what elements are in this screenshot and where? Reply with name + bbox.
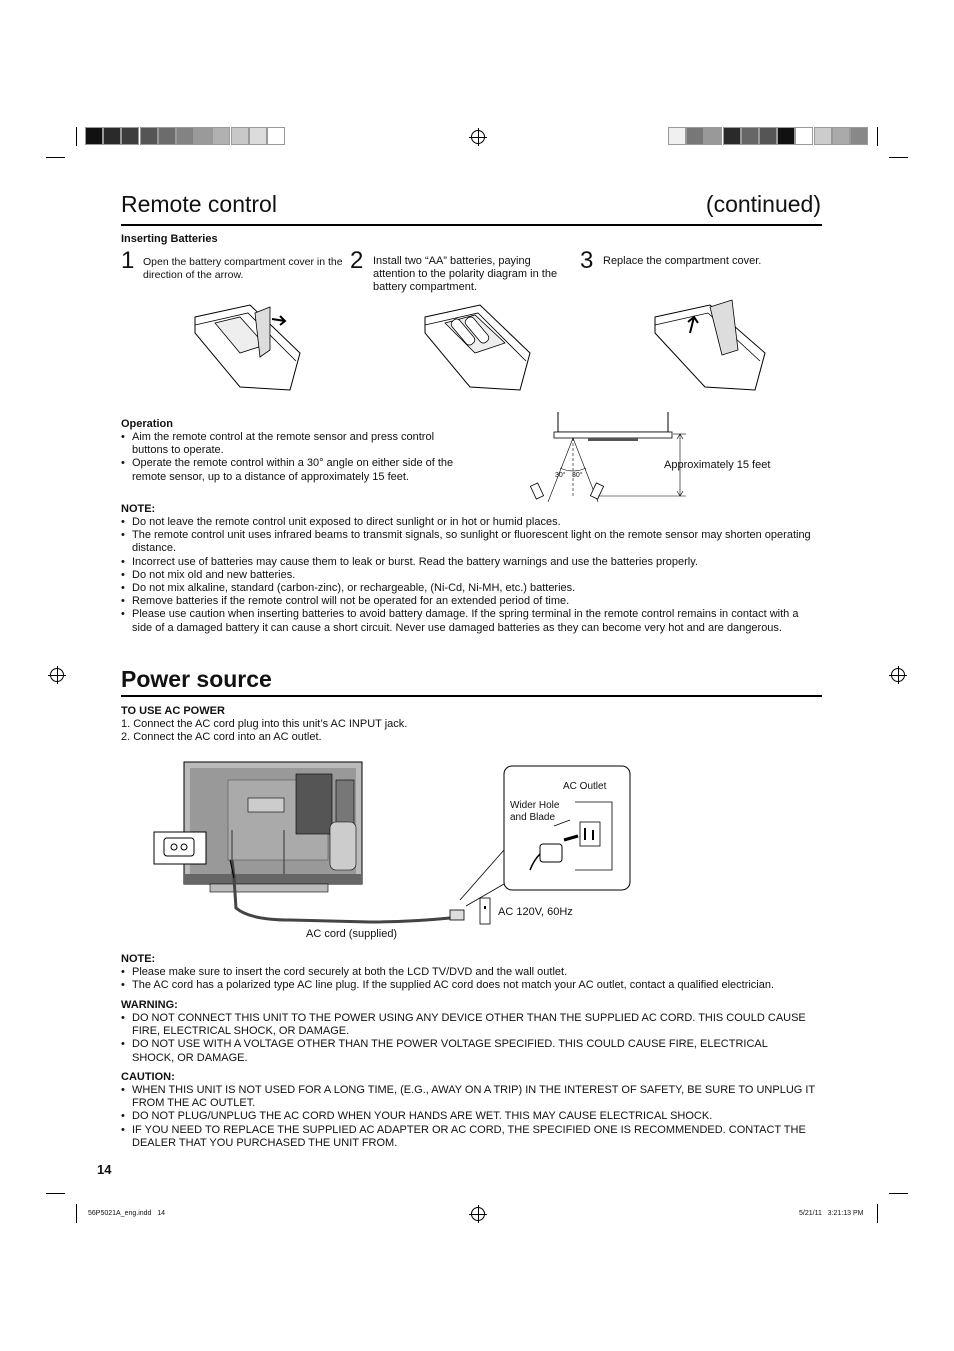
ac-cord-label: AC cord (supplied) xyxy=(306,928,398,940)
list-item: • Aim the remote control at the remote sensor and press control buttons to operate. xyxy=(121,431,456,457)
color-swatch xyxy=(121,127,139,145)
color-swatch xyxy=(85,127,103,145)
step-text: Replace the compartment cover. xyxy=(603,255,762,267)
color-swatch xyxy=(140,127,158,145)
remote-open-cover-illustration xyxy=(190,295,305,395)
step-number: 3 xyxy=(580,247,594,274)
color-swatch xyxy=(212,127,230,145)
note-heading: NOTE: xyxy=(121,953,156,965)
color-swatch xyxy=(795,127,813,145)
color-swatch xyxy=(777,127,795,145)
operation-list xyxy=(121,431,456,484)
registration-mark-icon xyxy=(50,668,64,682)
page-number: 14 xyxy=(97,1162,112,1177)
step-number: 1 xyxy=(121,247,135,274)
page-title: Remote control xyxy=(121,191,277,217)
step-text: Install two “AA” batteries, paying attention to the polarity diagram in the battery compartment. xyxy=(373,255,558,293)
step-text: Open the battery compartment cover in the direction of the arrow. xyxy=(143,256,343,281)
list-item: • The AC cord has a polarized type AC line plug. If the supplied AC cord does not match your AC outlet, contact a qualified electrician. xyxy=(121,979,821,992)
list-item: • DO NOT USE WITH A VOLTAGE OTHER THAN THE POWER VOLTAGE SPECIFIED. THIS COULD CAUSE FIRE, ELECTRICAL SHOCK, OR DAMAGE. xyxy=(121,1038,811,1064)
power-subheading: TO USE AC POWER xyxy=(121,705,225,717)
distance-label: Approximately 15 feet xyxy=(664,459,771,471)
batteries-heading: Inserting Batteries xyxy=(121,233,218,245)
wider-hole-label: Wider Hole and Blade xyxy=(510,800,560,823)
list-item: • WHEN THIS UNIT IS NOT USED FOR A LONG TIME, (E.G., AWAY ON A TRIP) IN THE INTEREST OF SAFETY, BE SURE TO UNPLUG IT FROM THE AC OUTLET. xyxy=(121,1084,821,1110)
color-swatch xyxy=(704,127,722,145)
color-swatch xyxy=(194,127,212,145)
color-swatch xyxy=(723,127,741,145)
list-item: • IF YOU NEED TO REPLACE THE SUPPLIED AC ADAPTER OR AC CORD, THE SPECIFIED ONE IS RECOMMENDED. CONTACT THE DEALER THAT YOU PURCHASED THE UNIT FROM. xyxy=(121,1124,821,1150)
list-item: • Operate the remote control within a 30° angle on either side of the remote sensor, up to a distance of approximately 15 feet. xyxy=(121,457,456,483)
list-item: • Do not mix alkaline, standard (carbon-zinc), or rechargeable, (Ni-Cd, Ni-MH, etc.) batteries. xyxy=(121,582,811,595)
color-swatch xyxy=(850,127,868,145)
color-swatch xyxy=(267,127,285,145)
warning-heading: WARNING: xyxy=(121,999,178,1011)
list-item: 1. Connect the AC cord plug into this unit’s AC INPUT jack. xyxy=(121,718,408,730)
angle-label-right: 30° xyxy=(572,472,583,479)
registration-mark-icon xyxy=(891,668,905,682)
list-item: 2. Connect the AC cord into an AC outlet. xyxy=(121,731,322,743)
list-item: • Please make sure to insert the cord securely at both the LCD TV/DVD and the wall outlet. xyxy=(121,966,821,979)
file-name: 56P5021A_eng.indd 14 xyxy=(88,1210,166,1217)
ac-outlet-label: AC Outlet xyxy=(563,781,607,792)
note-list xyxy=(121,966,821,992)
list-item: • Please use caution when inserting batteries to avoid battery damage. If the spring terminal in the remote control remains in contact with a side of a damaged battery it can cause a short circuit. Never use damaged batteries as they can become very hot and are dangerous. xyxy=(121,608,811,634)
color-swatch xyxy=(158,127,176,145)
registration-mark-icon xyxy=(471,130,485,144)
continued-label: (continued) xyxy=(705,191,821,217)
color-swatch xyxy=(686,127,704,145)
list-item: • Remove batteries if the remote control will not be operated for an extended period of time. xyxy=(121,595,811,608)
remote-range-diagram xyxy=(528,412,698,504)
list-item: • Incorrect use of batteries may cause them to leak or burst. Read the battery warnings and use the batteries properly. xyxy=(121,556,811,569)
color-swatch xyxy=(249,127,267,145)
step-number: 2 xyxy=(350,247,364,274)
note-list xyxy=(121,516,811,635)
title-rule xyxy=(121,224,822,226)
warning-list xyxy=(121,1012,811,1065)
list-item: • Do not mix old and new batteries. xyxy=(121,569,811,582)
color-swatch xyxy=(832,127,850,145)
section-rule xyxy=(121,695,822,697)
remote-replace-cover-illustration xyxy=(650,295,770,395)
color-swatch xyxy=(814,127,832,145)
color-swatch xyxy=(759,127,777,145)
timestamp: 5/21/11 3:21:13 PM xyxy=(799,1210,864,1217)
color-swatch xyxy=(103,127,121,145)
list-item: • Do not leave the remote control unit exposed to direct sunlight or in hot or humid places. xyxy=(121,516,811,529)
note-heading: NOTE: xyxy=(121,503,156,515)
color-swatch xyxy=(176,127,194,145)
registration-mark-icon xyxy=(471,1207,485,1221)
color-swatch xyxy=(668,127,686,145)
list-item: • DO NOT PLUG/UNPLUG THE AC CORD WHEN YOUR HANDS ARE WET. THIS MAY CAUSE ELECTRICAL SHOCK. xyxy=(121,1110,821,1123)
ac-voltage-label: AC 120V, 60Hz xyxy=(498,906,573,918)
caution-list xyxy=(121,1084,821,1150)
section-title: Power source xyxy=(121,666,272,692)
remote-install-batteries-illustration xyxy=(420,295,535,395)
list-item: • The remote control unit uses infrared beams to transmit signals, so sunlight or fluorescent light on the remote sensor may shorten operating distance. xyxy=(121,529,811,555)
color-swatch xyxy=(741,127,759,145)
list-item: • DO NOT CONNECT THIS UNIT TO THE POWER USING ANY DEVICE OTHER THAN THE SUPPLIED AC CORD. THIS COULD CAUSE FIRE, ELECTRICAL SHOCK, OR DAMAGE. xyxy=(121,1012,811,1038)
operation-heading: Operation xyxy=(121,418,173,430)
angle-label-left: 30° xyxy=(555,472,566,479)
power-steps xyxy=(121,718,621,744)
caution-heading: CAUTION: xyxy=(121,1071,175,1083)
color-swatch xyxy=(231,127,249,145)
